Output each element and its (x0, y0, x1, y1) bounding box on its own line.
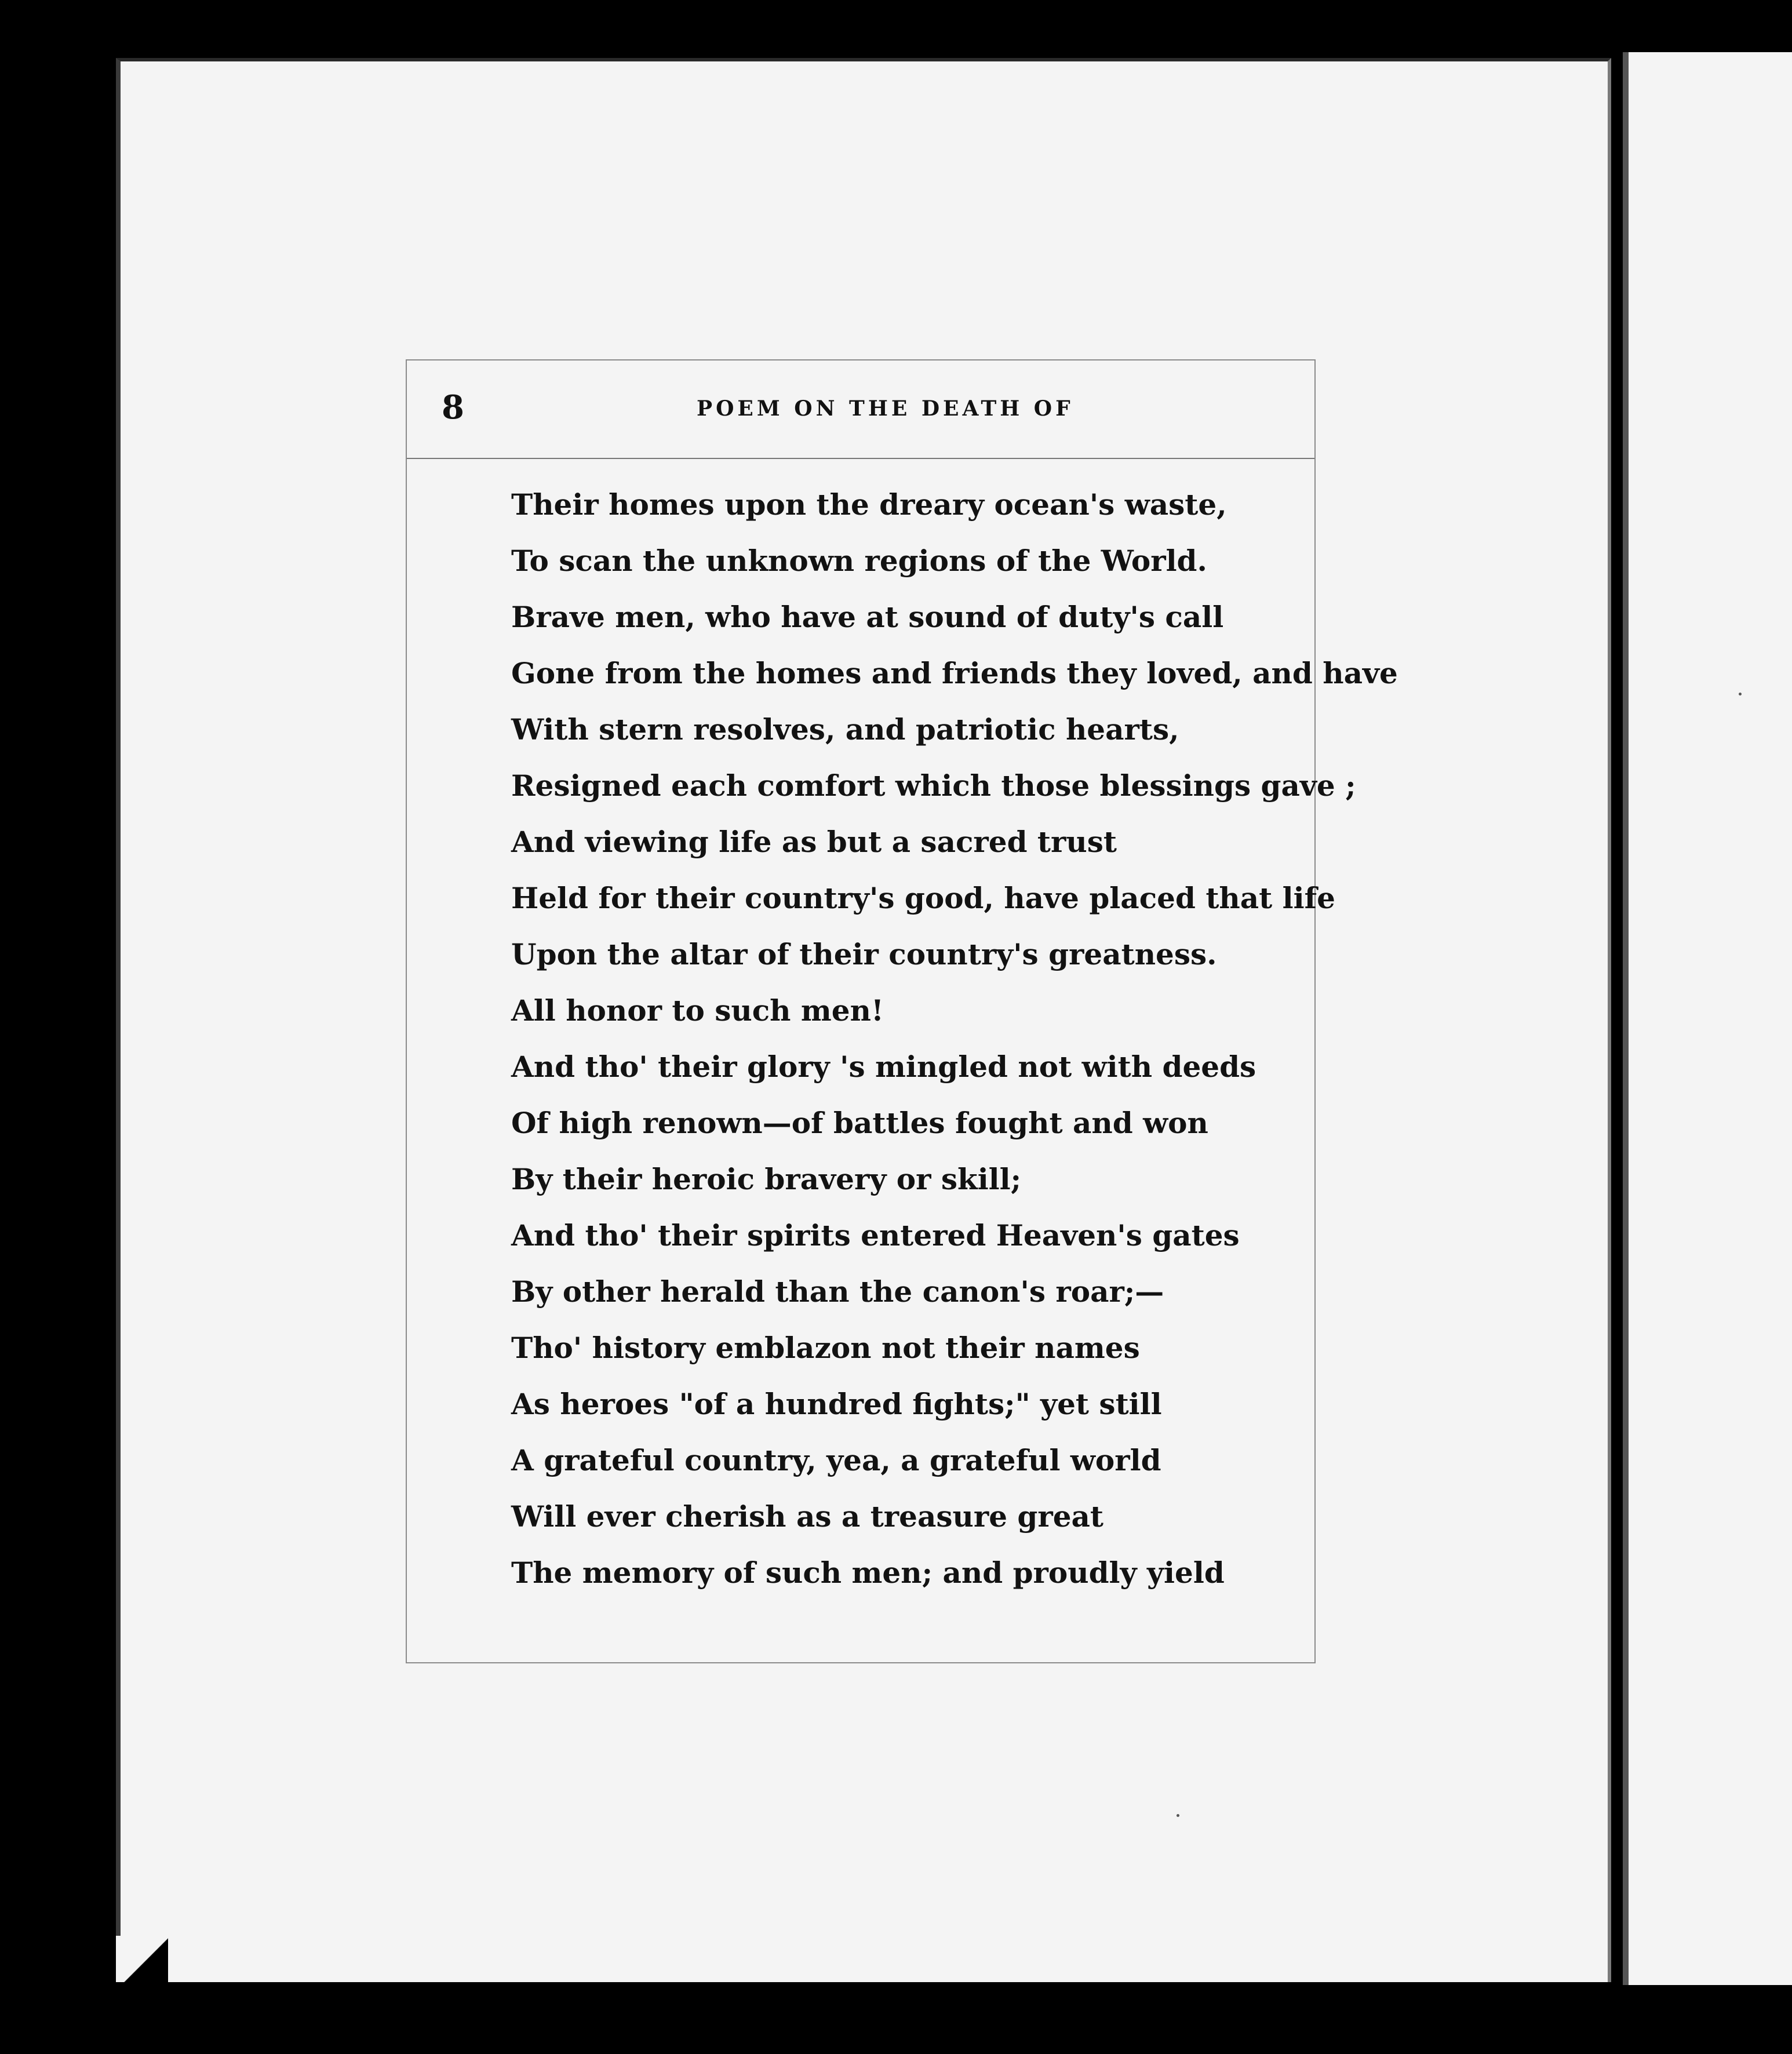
poem-line: As heroes "of a hundred fights;" yet still (511, 1387, 1162, 1421)
poem-line: And viewing life as but a sacred trust (511, 825, 1117, 859)
poem-line: Upon the altar of their country's greatness. (511, 937, 1217, 971)
scan-speck (1177, 1814, 1179, 1817)
poem-line: A grateful country, yea, a grateful world (511, 1443, 1161, 1477)
poem-line: Of high renown—of battles fought and won (511, 1106, 1208, 1140)
facing-page-edge (1623, 52, 1792, 1985)
poem-body (511, 476, 1398, 1601)
poem-line: By other herald than the canon's roar;— (511, 1274, 1164, 1309)
page-number: 8 (442, 388, 464, 427)
poem-line: Held for their country's good, have placed that life (511, 881, 1335, 915)
poem-line: Brave men, who have at sound of duty's call (511, 600, 1224, 634)
folded-page-corner (116, 1936, 168, 1982)
poem-line: Tho' history emblazon not their names (511, 1331, 1140, 1365)
running-head-title: POEM ON THE DEATH OF (697, 396, 1074, 421)
poem-line: With stern resolves, and patriotic hearts, (511, 712, 1179, 746)
poem-line: And tho' their glory 's mingled not with deeds (511, 1050, 1256, 1084)
poem-line: To scan the unknown regions of the World. (511, 544, 1207, 578)
poem-line: By their heroic bravery or skill; (511, 1162, 1022, 1196)
poem-line: Their homes upon the dreary ocean's waste, (511, 487, 1227, 522)
scan-speck (1739, 693, 1742, 695)
poem-line: Gone from the homes and friends they loved, and have (511, 656, 1398, 690)
poem-line: Resigned each comfort which those blessings gave ; (511, 769, 1356, 803)
poem-line: And tho' their spirits entered Heaven's gates (511, 1218, 1240, 1252)
running-head (407, 360, 1314, 459)
poem-line: Will ever cherish as a treasure great (511, 1499, 1104, 1534)
poem-line: All honor to such men! (511, 993, 884, 1028)
poem-line: The memory of such men; and proudly yield (511, 1556, 1225, 1590)
printed-text-block (406, 359, 1398, 1663)
